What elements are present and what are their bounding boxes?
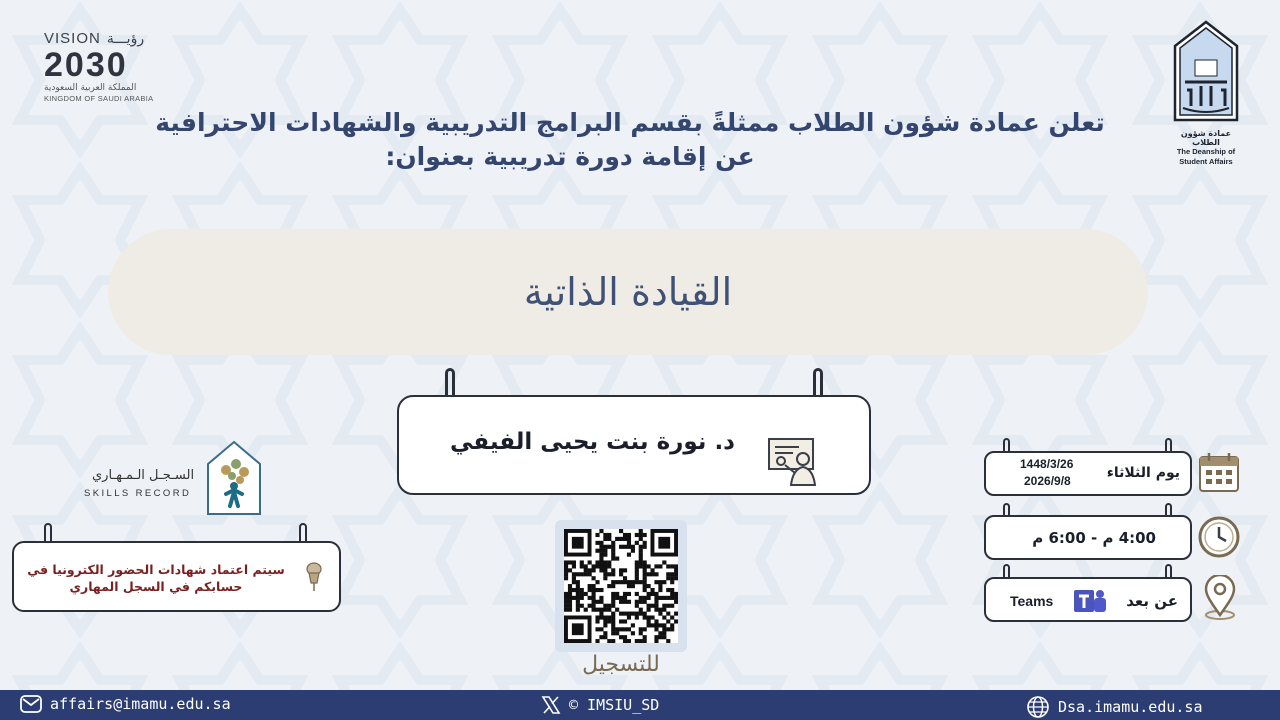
time-box [984,515,1192,560]
certificate-note-text: سيتم اعتماد شهادات الحضور الكترونيا في حسابكم في السجل المهاري [27,562,285,594]
university-logo [1170,20,1242,167]
heading-line-2: عن إقامة دورة تدريبية بعنوان: [385,142,755,171]
footer-website[interactable] [1026,695,1203,719]
skills-record-en: SKILLS RECORD [84,488,192,499]
footer-email[interactable] [20,695,231,713]
footer-email-text: affairs@imamu.edu.sa [50,695,231,713]
date-hijri: 1448/3/26 [1020,457,1074,471]
vision-year: 2030 [44,46,128,84]
footer-social-text: © IMSIU_SD [569,696,660,714]
footer-social[interactable] [541,695,659,715]
vision-word-ar: رؤيـــة [106,31,145,47]
kingdom-ar: المملكة العربية السعودية [44,83,137,93]
footer-bar [0,690,1280,720]
course-title: القيادة الذاتية [523,270,733,314]
event-mode: عن بعد [1126,592,1178,610]
location-box [984,577,1192,622]
clock-icon [1197,515,1241,559]
skills-record-logo [82,440,272,518]
presenter-board-icon [763,435,821,489]
calendar-icon [1197,451,1241,495]
presenter-card [397,395,871,495]
x-logo-icon [541,695,561,715]
globe-icon [1026,695,1050,719]
event-day: يوم الثلاثاء [1106,465,1180,481]
deanship-caption-en-1: The Deanship of [1176,147,1236,156]
presenter-name: د. نورة بنت يحيى الفيفي [450,429,735,455]
date-box [984,451,1192,496]
qr-code [564,529,678,643]
registration-qr-code[interactable] [555,520,687,652]
announcement-heading [150,106,1110,174]
event-time: 4:00 م - 6:00 م [1032,529,1156,547]
pushpin-icon [301,561,327,593]
date-gregorian: 2026/9/8 [1024,474,1071,488]
deanship-caption-ar: عمادة شؤون الطلاب [1180,129,1232,147]
vision-word: VISION [44,30,101,47]
skills-house-icon [206,440,262,516]
deanship-caption-en-2: Student Affairs [1179,157,1233,166]
heading-line-1: تعلن عمادة شؤون الطلاب ممثلةً بقسم البرامج التدريبية والشهادات الاحترافية [155,108,1105,137]
registration-label: للتسجيل [582,652,660,677]
course-title-banner [108,229,1148,355]
kingdom-en: KINGDOM OF SAUDI ARABIA [44,94,154,103]
certificate-note [12,541,341,612]
vision-2030-logo [44,30,154,103]
email-icon [20,695,42,713]
footer-website-text: Dsa.imamu.edu.sa [1058,698,1203,716]
skills-record-ar: السـجـل الـمـهـاري [92,468,195,483]
university-shield-icon [1171,20,1241,124]
teams-icon [1072,588,1108,614]
event-platform: Teams [1010,593,1054,609]
location-pin-icon [1202,575,1238,621]
